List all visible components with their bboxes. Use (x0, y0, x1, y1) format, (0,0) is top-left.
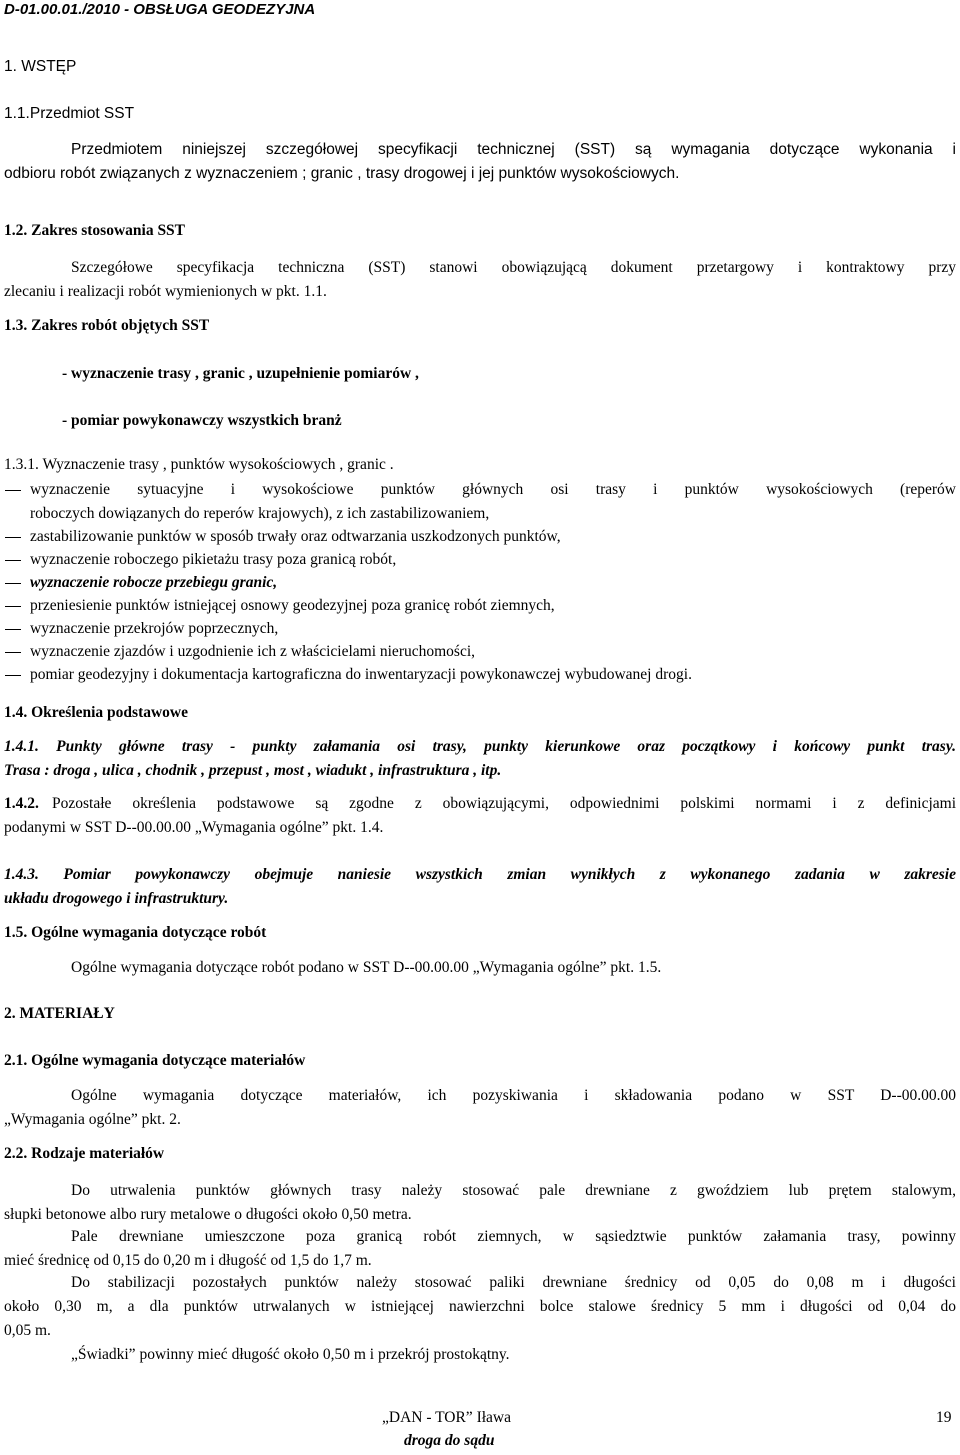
section-2-heading: 2. MATERIAŁY (4, 1005, 115, 1022)
paragraph-2-2-a-line-2: słupki betonowe albo rury metalowe o długości około 0,50 metra. (4, 1206, 412, 1223)
bullet-6: wyznaczenie przekrojów poprzecznych, (30, 620, 279, 637)
section-1-3-1-heading: 1.3.1. Wyznaczenie trasy , punktów wysokościowych , granic . (4, 456, 394, 473)
paragraph-1-2-line-2: zlecaniu i realizacji robót wymienionych w pkt. 1.1. (4, 283, 327, 300)
paragraph-2-1-line-1: Ogólne wymagania dotyczące materiałów, ich pozyskiwania i składowania podano w SST D--00.00.00 (71, 1087, 956, 1104)
section-1-2-heading: 1.2. Zakres stosowania SST (4, 222, 186, 239)
dash-bullet (5, 490, 21, 491)
bullet-2: zastabilizowanie punktów w sposób trwały oraz odtwarzania uszkodzonych punktów, (30, 528, 561, 545)
paragraph-1-5: Ogólne wymagania dotyczące robót podano w SST D--00.00.00 „Wymagania ogólne” pkt. 1.5. (71, 959, 662, 976)
bullet-3: wyznaczenie roboczego pikietażu trasy poza granicą robót, (30, 551, 397, 568)
dash-bullet (5, 675, 21, 676)
footer-company: „DAN - TOR” Iława (382, 1409, 511, 1426)
bullet-4: wyznaczenie robocze przebiegu granic, (30, 574, 278, 591)
paragraph-1-4-2-line-2: podanymi w SST D--00.00.00 „Wymagania ogólne” pkt. 1.4. (4, 819, 384, 836)
section-2-2-heading: 2.2. Rodzaje materiałów (4, 1145, 165, 1162)
dash-bullet (5, 537, 21, 538)
bullet-8: pomiar geodezyjny i dokumentacja kartograficzna do inwentaryzacji powykonawczej wybudowanej drogi. (30, 666, 692, 683)
dash-bullet (5, 583, 21, 584)
scope-item-2: - pomiar powykonawczy wszystkich branż (62, 412, 342, 429)
paragraph-2-2-c-line-3: 0,05 m. (4, 1322, 51, 1339)
scope-item-1: - wyznaczenie trasy , granic , uzupełnienie pomiarów , (62, 365, 419, 382)
paragraph-1-1-line-1: Przedmiotem niniejszej szczegółowej specyfikacji technicznej (SST) są wymagania dotyczące wykonania i (71, 141, 956, 158)
paragraph-1-1-line-2: odbioru robót związanych z wyznaczeniem ; granic , trasy drogowej i jej punktów wysokościowych. (4, 165, 680, 182)
paragraph-2-2-a-line-1: Do utrwalenia punktów głównych trasy należy stosować pale drewniane z gwoździem lub prętem stalowym, (71, 1182, 956, 1199)
section-1-1-heading: 1.1.Przedmiot SST (4, 105, 135, 122)
paragraph-2-2-b-line-1: Pale drewniane umieszczone poza granicą robót ziemnych, w sąsiedztwie punktów załamania trasy, powinny (71, 1228, 956, 1245)
paragraph-1-4-2-number: 1.4.2. (4, 795, 39, 812)
paragraph-1-4-2-line-1: Pozostałe określenia podstawowe są zgodne z obowiązującymi, odpowiednimi polskimi normami i z definicjami (52, 795, 956, 812)
bullet-1-line-1: wyznaczenie sytuacyjne i wysokościowe punktów głównych osi trasy i punktów wysokościowych (reperów (30, 481, 956, 498)
dash-bullet (5, 629, 21, 630)
bullet-7: wyznaczenie zjazdów i uzgodnienie ich z właścicielami nieruchomości, (30, 643, 476, 660)
dash-bullet (5, 560, 21, 561)
running-header: D-01.00.01./2010 - OBSŁUGA GEODEZYJNA (4, 1, 316, 18)
paragraph-2-2-b-line-2: mieć średnicę od 0,15 do 0,20 m i długość od 1,5 do 1,7 m. (4, 1252, 372, 1269)
dash-bullet (5, 606, 21, 607)
section-1-3-heading: 1.3. Zakres robót objętych SST (4, 317, 210, 334)
paragraph-1-4-1-line-1: 1.4.1. Punkty główne trasy - punkty załamania osi trasy, punkty kierunkowe oraz początkowy i końcowy punkt trasy. (4, 738, 956, 755)
section-1-4-heading: 1.4. Określenia podstawowe (4, 704, 189, 721)
section-1-5-heading: 1.5. Ogólne wymagania dotyczące robót (4, 924, 267, 941)
paragraph-2-2-c-line-1: Do stabilizacji pozostałych punktów należy stosować paliki drewniane średnicy od 0,05 do 0,08 m i długości (71, 1274, 956, 1291)
paragraph-1-4-3-line-2: układu drogowego i infrastruktury. (4, 890, 229, 907)
paragraph-1-2-line-1: Szczegółowe specyfikacja techniczna (SST) stanowi obowiązującą dokument przetargowy i kontraktowy przy (71, 259, 956, 276)
paragraph-2-2-c-line-2: około 0,30 m, a dla punktów utrwalanych w istniejącej nawierzchni bolce stalowe średnicy 5 mm i długości od 0,04 do (4, 1298, 956, 1315)
section-1-heading: 1. WSTĘP (4, 58, 77, 75)
footer-subtitle: droga do sądu (404, 1432, 495, 1449)
paragraph-1-4-1-line-2: Trasa : droga , ulica , chodnik , przepust , most , wiadukt , infrastruktura , itp. (4, 762, 502, 779)
bullet-1-line-2: roboczych dowiązanych do reperów krajowych), z ich zastabilizowaniem, (30, 505, 490, 522)
bullet-5: przeniesienie punktów istniejącej osnowy geodezyjnej poza granicę robót ziemnych, (30, 597, 555, 614)
dash-bullet (5, 652, 21, 653)
footer-page-number: 19 (936, 1409, 952, 1426)
paragraph-2-1-line-2: „Wymagania ogólne” pkt. 2. (4, 1111, 181, 1128)
paragraph-2-2-d: „Świadki” powinny mieć długość około 0,50 m i przekrój prostokątny. (71, 1346, 510, 1363)
paragraph-1-4-3-line-1: 1.4.3. Pomiar powykonawczy obejmuje naniesie wszystkich zmian wynikłych z wykonanego zadania w zakresie (4, 866, 956, 883)
section-2-1-heading: 2.1. Ogólne wymagania dotyczące materiałów (4, 1052, 306, 1069)
